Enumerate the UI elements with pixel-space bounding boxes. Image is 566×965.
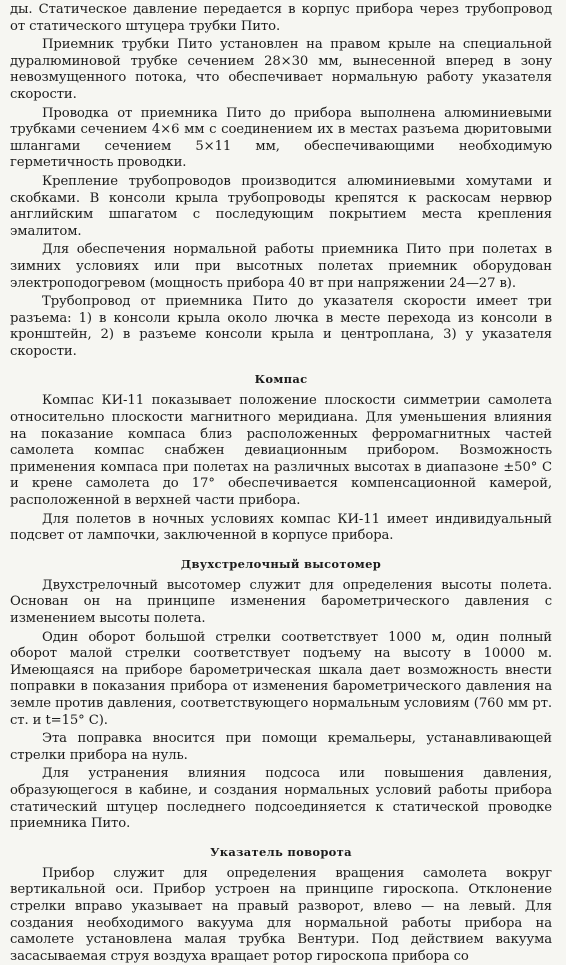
paragraph-electric-heating: Для обеспечения нормальной работы приемника Пито при полетах в зимних условиях или при высотных полетах приемник оборудован электроподогревом (мощность прибора 40 вт при напряжении 24—27 в). (10, 242, 552, 291)
paragraph-pitot-receiver: Приемник трубки Пито установлен на правом крыле на специальной дуралюминовой трубке сечением 28×30 мм, вынесенной вперед в зону невозмущенного потока, что обеспечивает нормальную работу указателя скорости. (10, 37, 552, 102)
paragraph-altimeter-correction: Эта поправка вносится при помощи кремальеры, устанавливающей стрелки прибора на нуль. (10, 731, 552, 763)
paragraph-pipeline-joints: Трубопровод от приемника Пито до указателя скорости имеет три разъема: 1) в консоли крыла около лючка в месте перехода из консоли в кронштейн, 2) в разъеме консоли крыла и центроплана, 3) у указателя скорости. (10, 294, 552, 359)
paragraph-altimeter-purpose: Двухстрелочный высотомер служит для определения высоты полета. Основан он на принципе изменения барометрического давления с изменением высоты полета. (10, 577, 552, 626)
paragraph-pipe-mounting: Крепление трубопроводов производится алюминиевыми хомутами и скобками. В консоли крыла трубопроводы крепятся к раскосам нервюр английским шпагатом с последующим покрытием места крепления эмалитом. (10, 173, 552, 239)
paragraph-altimeter-scale: Один оборот большой стрелки соответствует 1000 м, один полный оборот малой стрелки соответствует подъему на высоту в 10000 м. Имеющаяся на приборе барометрическая шкала дает возможность внести поправки в показания прибора от изменения барометрического давления на земле против давления, соответствующего нормальным условиям (760 мм рт. ст. и t=15° С). (10, 629, 552, 728)
paragraph-pitot-tubing: Проводка от приемника Пито до прибора выполнена алюминиевыми трубками сечением 4×6 мм с соединением их в местах разъема дюритовыми шлангами сечением 5×11 мм, обеспечивающими необходимую герметичность проводки. (10, 105, 552, 171)
section-heading-altimeter: Двухстрелочный высотомер (180, 556, 382, 571)
paragraph-pitot-static-continued: ды. Статическое давление передается в корпус прибора через трубопровод от статического штуцера трубки Пито. (10, 2, 552, 34)
section-heading-turn-indicator: Указатель поворота (210, 844, 352, 859)
paragraph-compass-night-lighting: Для полетов в ночных условиях компас КИ-11 имеет индивидуальный подсвет от лампочки, заключенной в корпусе прибора. (10, 511, 552, 544)
paragraph-altimeter-static-port: Для устранения влияния подсоса или повышения давления, образующегося в кабине, и создания нормальных условий работы прибора статический штуцер последнего подсоединяется к статической проводке приемника Пито. (10, 766, 552, 832)
section-heading-compass: Компас (254, 372, 308, 387)
paragraph-compass-description: Компас КИ-11 показывает положение плоскости симметрии самолета относительно плоскости магнитного меридиана. Для уменьшения влияния на показание компаса близ расположенных ферромагнитных частей самолета компас снабжен девиационным прибором. Возможность применения компаса при полетах на различных высотах в диапазоне ±50° С и крене самолета до 17° обеспечивается компенсационной камерой, расположенной в верхней части прибора. (10, 393, 552, 509)
paragraph-turn-indicator: Прибор служит для определения вращения самолета вокруг вертикальной оси. Прибор устроен на принципе гироскопа. Отклонение стрелки вправо указывает на правый разворот, влево — на левый. Для создания необходимого вакуума для нормальной работы прибора на самолете установлена малая трубка Вентури. Под действием вакуума засасываемая струя воздуха вращает ротор гироскопа прибора со (10, 865, 552, 964)
